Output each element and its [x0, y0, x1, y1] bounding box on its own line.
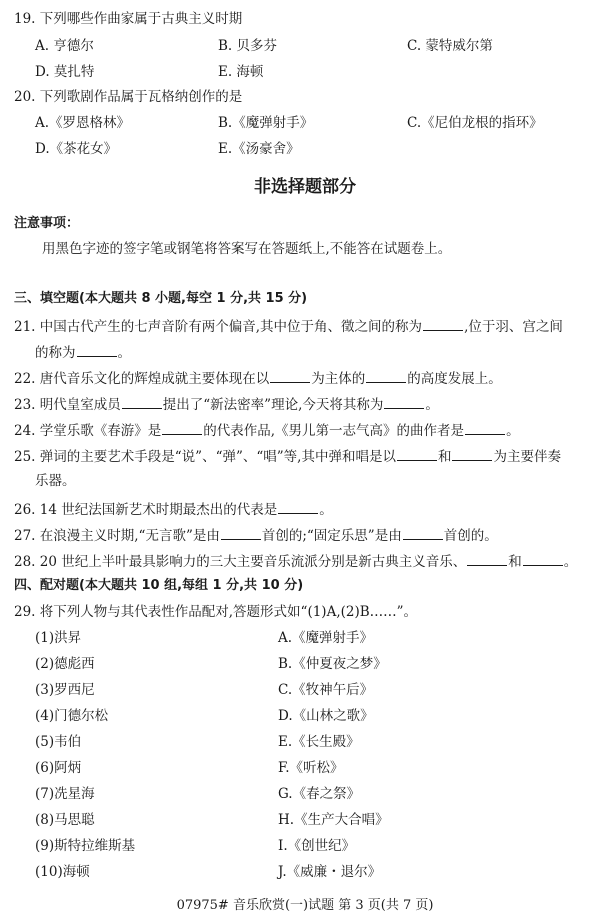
- q23-text-c: 。: [425, 397, 439, 413]
- notice-text: 用黑色字迹的签字笔或钢笔将答案写在答题纸上,不能答在试题卷上。: [42, 241, 452, 257]
- question-28: [14, 551, 577, 571]
- q28-text-a: 28. 20 世纪上半叶最具影响力的三大主要音乐流派分别是新古典主义音乐、: [14, 554, 467, 570]
- match-person: (7)冼星海: [35, 786, 95, 802]
- answer-blank: [366, 368, 406, 383]
- match-work: B.《仲夏夜之梦》: [278, 656, 387, 672]
- match-work: C.《牧神午后》: [278, 682, 374, 698]
- question-21: [14, 316, 563, 336]
- match-person: (6)阿炳: [35, 760, 82, 776]
- q24-text-a: 24. 学堂乐歌《春游》是: [14, 423, 162, 439]
- part4-heading: 四、配对题(本大题共 10 组,每组 1 分,共 10 分): [14, 578, 304, 593]
- q19-option-e: E. 海顿: [218, 64, 264, 80]
- match-person: (3)罗西尼: [35, 682, 95, 698]
- q22-text-a: 22. 唐代音乐文化的辉煌成就主要体现在以: [14, 371, 270, 387]
- q27-text-b: 首创的;“固定乐思”是由: [261, 528, 402, 544]
- q23-text-b: 提出了“新法密率”理论,今天将其称为: [162, 397, 384, 413]
- q21-text-b: ,位于羽、宫之间: [464, 319, 563, 335]
- question-23: [14, 394, 439, 414]
- q20-option-a: A.《罗恩格林》: [35, 115, 131, 131]
- match-work: G.《春之祭》: [278, 786, 361, 802]
- match-work: I.《创世纪》: [278, 838, 356, 854]
- q19-option-a: A. 亨德尔: [35, 38, 94, 54]
- match-person: (10)海顿: [35, 864, 90, 880]
- answer-blank: [465, 420, 505, 435]
- answer-blank: [221, 525, 261, 540]
- q20-option-d: D.《茶花女》: [35, 141, 118, 157]
- match-person: (8)马思聪: [35, 812, 95, 828]
- q24-text-c: 。: [506, 423, 520, 439]
- answer-blank: [467, 551, 507, 566]
- question-21-cont: [35, 342, 131, 362]
- match-work: J.《威廉・退尔》: [278, 864, 382, 880]
- q19-option-b: B. 贝多芬: [218, 38, 278, 54]
- answer-blank: [397, 446, 437, 461]
- q25-text-c: 为主要伴奏: [493, 449, 561, 465]
- q26-text-b: 。: [319, 502, 333, 518]
- question-25: [14, 446, 561, 466]
- question-29-stem: 29. 将下列人物与其代表性作品配对,答题形式如“(1)A,(2)B……”。: [14, 604, 418, 620]
- q23-text-a: 23. 明代皇室成员: [14, 397, 121, 413]
- part3-heading: 三、填空题(本大题共 8 小题,每空 1 分,共 15 分): [14, 291, 308, 306]
- question-24: [14, 420, 520, 440]
- match-person: (4)门德尔松: [35, 708, 109, 724]
- match-person: (9)斯特拉维斯基: [35, 838, 136, 854]
- match-work: D.《山林之歌》: [278, 708, 374, 724]
- match-person: (2)德彪西: [35, 656, 95, 672]
- match-work: F.《听松》: [278, 760, 344, 776]
- page-footer: 07975# 音乐欣赏(一)试题 第 3 页(共 7 页): [176, 898, 434, 913]
- match-work: H.《生产大合唱》: [278, 812, 389, 828]
- q20-option-b: B.《魔弹射手》: [218, 115, 314, 131]
- q28-text-c: 。: [563, 554, 578, 570]
- answer-blank: [270, 368, 310, 383]
- q26-text-a: 26. 14 世纪法国新艺术时期最杰出的代表是: [14, 502, 278, 518]
- q25-text-d: 乐器。: [35, 473, 76, 489]
- q21-text-d: 。: [117, 345, 131, 361]
- q25-text-b: 和: [437, 449, 452, 465]
- question-27: [14, 525, 498, 545]
- q22-text-c: 的高度发展上。: [407, 371, 502, 387]
- answer-blank: [403, 525, 443, 540]
- q28-text-b: 和: [508, 554, 522, 570]
- q24-text-b: 的代表作品,《男儿第一志气高》的曲作者是: [203, 423, 465, 439]
- match-person: (1)洪昇: [35, 630, 82, 646]
- answer-blank: [278, 499, 318, 514]
- notice-heading: 注意事项：: [14, 216, 80, 231]
- answer-blank: [452, 446, 492, 461]
- answer-blank: [77, 342, 117, 357]
- answer-blank: [384, 394, 424, 409]
- question-22: [14, 368, 502, 388]
- answer-blank: [162, 420, 202, 435]
- question-20-stem: 20. 下列歌剧作品属于瓦格纳创作的是: [14, 89, 243, 105]
- match-work: A.《魔弹射手》: [278, 630, 374, 646]
- q21-text-a: 21. 中国古代产生的七声音阶有两个偏音,其中位于角、徵之间的称为: [14, 319, 423, 335]
- answer-blank: [122, 394, 162, 409]
- q20-option-e: E.《汤豪舍》: [218, 141, 300, 157]
- answer-blank: [423, 316, 463, 331]
- match-person: (5)韦伯: [35, 734, 82, 750]
- q25-text-a: 25. 弹词的主要艺术手段是“说”、“弹”、“唱”等,其中弹和唱是以: [14, 449, 396, 465]
- q19-option-c: C. 蒙特威尔第: [407, 38, 493, 54]
- q22-text-b: 为主体的: [311, 371, 366, 387]
- question-26: [14, 499, 333, 519]
- q27-text-a: 27. 在浪漫主义时期,“无言歌”是由: [14, 528, 220, 544]
- answer-blank: [523, 551, 563, 566]
- section-title: 非选择题部分: [254, 177, 356, 197]
- q20-option-c: C.《尼伯龙根的指环》: [407, 115, 543, 131]
- q27-text-c: 首创的。: [443, 528, 498, 544]
- match-work: E.《长生殿》: [278, 734, 360, 750]
- q21-text-c: 的称为: [35, 345, 76, 361]
- q19-option-d: D. 莫扎特: [35, 64, 95, 80]
- question-19-stem: 19. 下列哪些作曲家属于古典主义时期: [14, 11, 243, 27]
